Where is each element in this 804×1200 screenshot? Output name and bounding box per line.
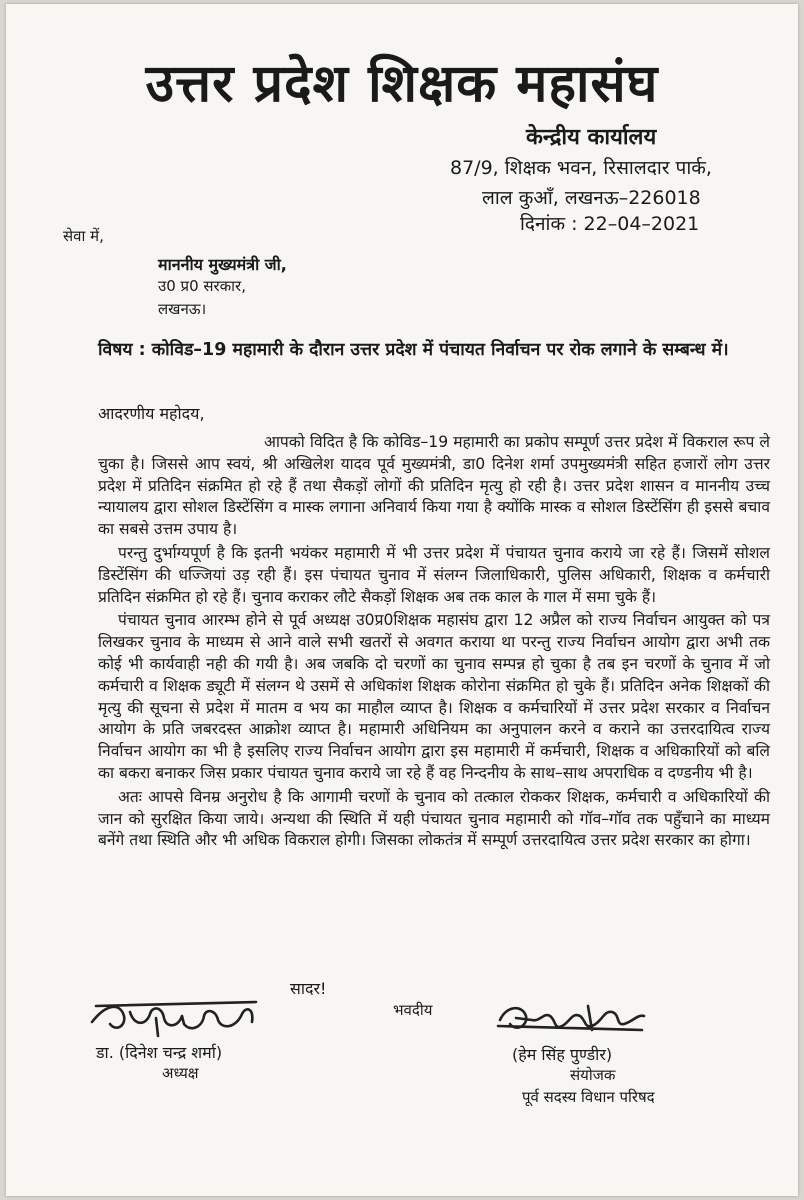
signature-2-image (492, 996, 652, 1042)
closing-sadar: सादर! (290, 979, 327, 998)
letter-body (98, 432, 770, 854)
address-line-1: 87/9, शिक्षक भवन, रिसालदार पार्क, (450, 157, 712, 179)
body-paragraph-3: पंचायत चुनाव आरम्भ होने से पूर्व अध्यक्ष उ0प्र0शिक्षक महासंघ द्वारा 12 अप्रैल को राज्य निर्वाचन आयुक्त को पत्र लिखकर चुनाव के माध्यम से आने वाले सभी खतरों से अवगत कराया था परन्तु राज्य निर्वाचन आयोग द्वारा अभी तक कोई भी कार्यवाही नही की गयी है। अब जबकि दो चरणों का चुनाव सम्पन्न हो चुका है तब इन चरणों के चुनाव में जो कर्मचारी व शिक्षक ड्यूटी में संलग्न थे उसमें से अधिकांश शिक्षक कोरोना संक्रमित हो चुके हैं। प्रतिदिन अनेक शिक्षकों की मृत्यु की सूचना से प्रदेश में मातम व भय का माहौल व्याप्त है। शिक्षक व कर्मचारियों में उत्तर प्रदेश सरकार व निर्वाचन आयोग के प्रति जबरदस्त आक्रोश व्याप्त है। महामारी अधिनियम का अनुपालन करने व कराने का उत्तरदायित्व राज्य निर्वाचन आयोग का भी है इसलिए राज्य निर्वाचन आयोग द्वारा इस महामारी में कर्मचारी, शिक्षक व अधिकारियों को बलि का बकरा बनाकर जिस प्रकार पंचायत चुनाव कराये जा रहे हैं वह निन्दनीय के साथ–साथ अपराधिक व दण्डनीय भी है। (98, 611, 770, 782)
letter-subject: विषय : कोविड–19 महामारी के दौरान उत्तर प्रदेश में पंचायत निर्वाचन पर रोक लगाने के सम्बन्ध में। (98, 340, 729, 360)
recipient-line-2: उ0 प्र0 सरकार, (158, 277, 246, 295)
greeting: आदरणीय महोदय, (98, 404, 205, 423)
body-paragraph-1: आपको विदित है कि कोविड–19 महामारी का प्रकोप सम्पूर्ण उत्तर प्रदेश में विकराल रूप ले चुका है। जिससे आप स्वयं, श्री अखिलेश यादव पूर्व मुख्यमंत्री, डा0 दिनेश शर्मा उपमुख्यमंत्री सहित हजारों लोग उत्तर प्रदेश में प्रतिदिन संक्रमित हो रहे हैं तथा सैकड़ों लोगों की प्रतिदिन मृत्यु हो रही है। उत्तर प्रदेश शासन व माननीय उच्च न्यायालय द्वारा सोशल डिस्टेंसिंग व मास्क लगाना अनिवार्य किया गया है क्योंकि मास्क व सोशल डिस्टेंसिंग ही इससे बचाव का सबसे उत्तम उपाय है। (98, 433, 770, 539)
signatory-1-name: डा. (दिनेश चन्द्र शर्मा) (96, 1043, 223, 1062)
body-paragraph-4: अतः आपसे विनम्र अनुरोध है कि आगामी चरणों के चुनाव को तत्काल रोककर शिक्षक, कर्मचारी व अधिकारियों की जान को सुरक्षित किया जाये। अन्यथा की स्थिति में यही पंचायत चुनाव महामारी को गॉव–गॉव तक पहुँचाने का माध्यम बनेंगे तथा स्थिति और भी अधिक विकराल होगी। जिसका लोकतंत्र में सम्पूर्ण उत्तरदायित्व उत्तर प्रदेश सरकार का होगा। (98, 787, 770, 850)
recipient-line-3: लखनऊ। (158, 300, 207, 318)
recipient-salutation: सेवा में, (63, 227, 104, 245)
recipient-line-1: माननीय मुख्यमंत्री जी, (158, 255, 287, 274)
office-name: केन्द्रीय कार्यालय (526, 125, 657, 150)
signatory-2-designation-2: पूर्व सदस्य विधान परिषद (522, 1088, 655, 1106)
address-line-2: लाल कुआँ, लखनऊ–226018 (482, 187, 701, 209)
letter-date: दिनांक : 22–04–2021 (520, 213, 700, 235)
letter-page (6, 4, 798, 1196)
signatory-2-designation: संयोजक (570, 1066, 616, 1084)
signatory-1-designation: अध्यक्ष (162, 1064, 199, 1082)
body-paragraph-2: परन्तु दुर्भाग्यपूर्ण है कि इतनी भयंकर महामारी में भी उत्तर प्रदेश में पंचायत चुनाव कराये जा रहे हैं। जिसमें सोशल डिस्टेंसिंग की धज्जियां उड़ रही हैं। इस पंचायत चुनाव में संलग्न जिलाधिकारी, पुलिस अधिकारी, शिक्षक व कर्मचारी प्रतिदिन संक्रमित हो रहे हैं। चुनाव कराकर लौटे सैकड़ों शिक्षक अब तक काल के गाल में समा चुके हैं। (98, 543, 770, 606)
signature-1-image (86, 992, 266, 1040)
letterhead-title: उत्तर प्रदेश शिक्षक महासंघ (145, 54, 659, 114)
signatory-2-name: (हेम सिंह पुण्डीर) (512, 1045, 613, 1064)
closing-bhavdiya: भवदीय (393, 1001, 433, 1019)
